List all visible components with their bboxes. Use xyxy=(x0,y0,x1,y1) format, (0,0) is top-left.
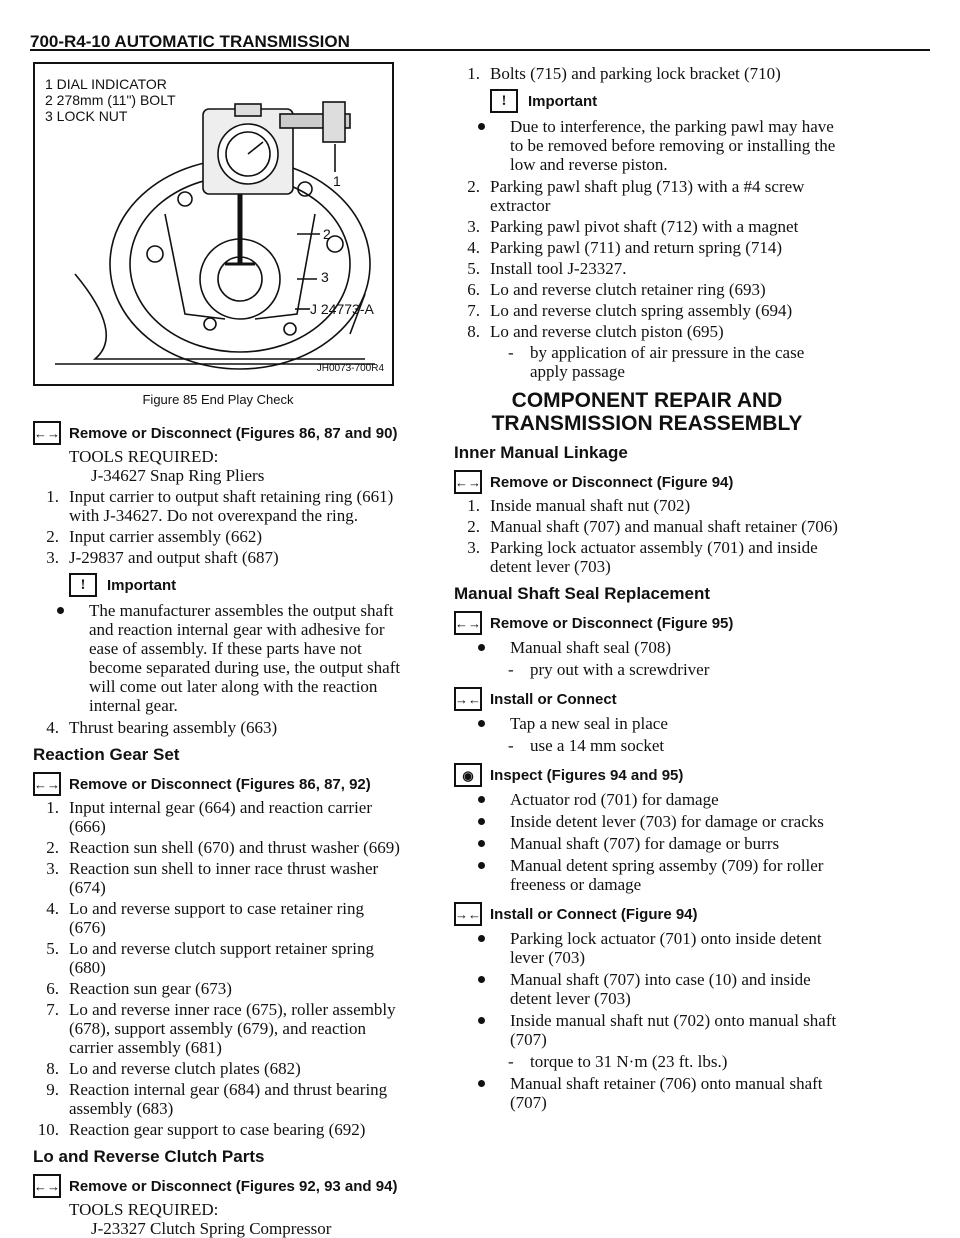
sub-item: - torque to 31 N·m (23 ft. lbs.) xyxy=(508,1052,728,1071)
important-label: Important xyxy=(528,92,598,110)
list-item: 3. Parking lock actuator assembly (701) and inside detent lever (703) xyxy=(467,538,818,576)
tools-required-label: TOOLS REQUIRED: xyxy=(69,447,219,466)
list-item: 5. Install tool J-23327. xyxy=(467,259,627,278)
list-item: 7. Lo and reverse inner race (675), roller assembly (678), support assembly (679), and reaction carrier assembly (681) xyxy=(46,1000,396,1057)
header-rule xyxy=(30,49,930,51)
page-header: 700-R4-10 AUTOMATIC TRANSMISSION xyxy=(30,32,350,51)
callout-1: 1 xyxy=(333,173,341,189)
remove-arrows-icon: ←→ xyxy=(33,421,61,445)
step-list xyxy=(33,487,403,567)
figure-legend xyxy=(45,76,176,124)
list-item: 3. Parking pawl pivot shaft (712) with a magnet xyxy=(467,217,799,236)
list-item: 9. Reaction internal gear (684) and thrust bearing assembly (683) xyxy=(46,1080,388,1118)
list-item: 1. Inside manual shaft nut (702) xyxy=(467,496,691,515)
sub-item: - pry out with a screwdriver xyxy=(508,660,710,679)
step-label: Remove or Disconnect (Figures 92, 93 and 94) xyxy=(69,1177,398,1195)
list-item: Parking lock actuator (701) onto inside detent lever (703) xyxy=(454,929,840,967)
callout-2: 2 xyxy=(323,226,331,242)
list-item: 7. Lo and reverse clutch spring assembly (694) xyxy=(467,301,793,320)
install-connect-heading xyxy=(454,902,840,926)
list-item: The manufacturer assembles the output shaft and reaction internal gear with adhesive for ease of assembly. If these parts have not become separated during use, the output shaft will come out later along with the reaction internal gear. xyxy=(33,601,403,715)
remove-disconnect-heading xyxy=(33,772,403,796)
list-item: Manual shaft retainer (706) onto manual shaft (707) xyxy=(454,1074,840,1112)
list-item: Inside manual shaft nut (702) onto manual shaft (707) xyxy=(454,1011,840,1049)
section-title: Inner Manual Linkage xyxy=(454,443,628,462)
callout-3: 3 xyxy=(321,269,329,285)
section-title: Lo and Reverse Clutch Parts xyxy=(33,1147,265,1166)
list-item: Manual shaft (707) for damage or burrs xyxy=(454,834,840,853)
step-label: Inspect (Figures 94 and 95) xyxy=(490,766,684,784)
list-item: 5. Lo and reverse clutch support retainer spring (680) xyxy=(46,939,374,977)
right-column xyxy=(454,62,840,1115)
install-arrows-icon: →← xyxy=(454,687,482,711)
list-item: 3. J-29837 and output shaft (687) xyxy=(46,548,279,567)
step-label: Install or Connect xyxy=(490,690,617,708)
legend-item: 3 LOCK NUT xyxy=(45,108,128,124)
step-list xyxy=(454,177,840,341)
list-item: Due to interference, the parking pawl may have to be removed before removing or installing the low and reverse piston. xyxy=(454,117,840,174)
step-label: Install or Connect (Figure 94) xyxy=(490,905,698,923)
major-section-title xyxy=(454,389,840,435)
list-item: 1. Input internal gear (664) and reaction carrier (666) xyxy=(46,798,373,836)
tool-item: J-23327 Clutch Spring Compressor xyxy=(91,1219,332,1238)
list-item: 2. Input carrier assembly (662) xyxy=(46,527,263,546)
step-list xyxy=(33,718,403,737)
figure-code: JH0073-700R4 xyxy=(316,363,384,374)
list-item: 4. Thrust bearing assembly (663) xyxy=(46,718,278,737)
remove-arrows-icon: ←→ xyxy=(454,470,482,494)
list-item: 8. Lo and reverse clutch piston (695) xyxy=(467,322,724,341)
remove-arrows-icon: ←→ xyxy=(454,611,482,635)
sub-item: - by application of air pressure in the case apply passage xyxy=(508,343,805,381)
install-arrows-icon: →← xyxy=(454,902,482,926)
section-title: Manual Shaft Seal Replacement xyxy=(454,584,711,603)
major-title-line: TRANSMISSION REASSEMBLY xyxy=(491,412,803,435)
list-item: 10. Reaction gear support to case bearing (692) xyxy=(37,1120,366,1139)
left-column xyxy=(33,62,403,1238)
remove-disconnect-heading xyxy=(454,611,840,635)
list-item: 6. Lo and reverse clutch retainer ring (693) xyxy=(467,280,766,299)
remove-disconnect-heading xyxy=(33,421,403,445)
tool-item: J-34627 Snap Ring Pliers xyxy=(91,466,265,485)
list-item: 2. Manual shaft (707) and manual shaft retainer (706) xyxy=(467,517,838,536)
remove-disconnect-heading xyxy=(454,470,840,494)
list-item: Actuator rod (701) for damage xyxy=(454,790,840,809)
sub-item: - use a 14 mm socket xyxy=(508,736,665,755)
section-title: Reaction Gear Set xyxy=(33,745,180,764)
list-item: Manual shaft seal (708) xyxy=(454,638,840,657)
remove-arrows-icon: ←→ xyxy=(33,772,61,796)
figure-caption: Figure 85 End Play Check xyxy=(142,392,294,407)
step-list xyxy=(454,64,840,83)
legend-item: 2 278mm (11") BOLT xyxy=(45,92,176,108)
list-item: 2. Reaction sun shell (670) and thrust washer (669) xyxy=(46,838,400,857)
list-item: 4. Parking pawl (711) and return spring (714) xyxy=(467,238,783,257)
list-item: 1. Input carrier to output shaft retaining ring (661) with J-34627. Do not overexpand the ring. xyxy=(46,487,394,525)
list-item: 4. Lo and reverse support to case retainer ring (676) xyxy=(46,899,365,937)
list-item: 8. Lo and reverse clutch plates (682) xyxy=(46,1059,301,1078)
important-heading xyxy=(490,89,840,113)
remove-arrows-icon: ←→ xyxy=(33,1174,61,1198)
important-icon: ! xyxy=(490,89,518,113)
step-label: Remove or Disconnect (Figure 94) xyxy=(490,473,734,491)
list-item: 3. Reaction sun shell to inner race thrust washer (674) xyxy=(46,859,379,897)
inspect-eye-icon: ◉ xyxy=(454,763,482,787)
list-item: Manual detent spring assemby (709) for roller freeness or damage xyxy=(454,856,840,894)
remove-disconnect-heading xyxy=(33,1174,403,1198)
step-list xyxy=(454,496,840,576)
list-item: Inside detent lever (703) for damage or cracks xyxy=(454,812,840,831)
list-item: Manual shaft (707) into case (10) and inside detent lever (703) xyxy=(454,970,840,1008)
inspect-heading xyxy=(454,763,840,787)
legend-item: 1 DIAL INDICATOR xyxy=(45,76,167,92)
list-item: 6. Reaction sun gear (673) xyxy=(46,979,232,998)
important-icon: ! xyxy=(69,573,97,597)
step-label: Remove or Disconnect (Figure 95) xyxy=(490,614,734,632)
figure-85 xyxy=(33,62,394,386)
tools-required-label: TOOLS REQUIRED: xyxy=(69,1200,219,1219)
step-label: Remove or Disconnect (Figures 86, 87 and 90) xyxy=(69,424,398,442)
list-item: Tap a new seal in place xyxy=(454,714,840,733)
major-title-line: COMPONENT REPAIR AND xyxy=(511,389,783,412)
callout-tool: J 24773-A xyxy=(310,301,374,317)
list-item: 2. Parking pawl shaft plug (713) with a #4 screw extractor xyxy=(467,177,805,215)
step-label: Remove or Disconnect (Figures 86, 87, 92) xyxy=(69,775,371,793)
important-heading xyxy=(69,573,403,597)
important-label: Important xyxy=(107,576,177,594)
list-item: 1. Bolts (715) and parking lock bracket (710) xyxy=(467,64,781,83)
install-connect-heading xyxy=(454,687,840,711)
step-list xyxy=(33,798,403,1139)
